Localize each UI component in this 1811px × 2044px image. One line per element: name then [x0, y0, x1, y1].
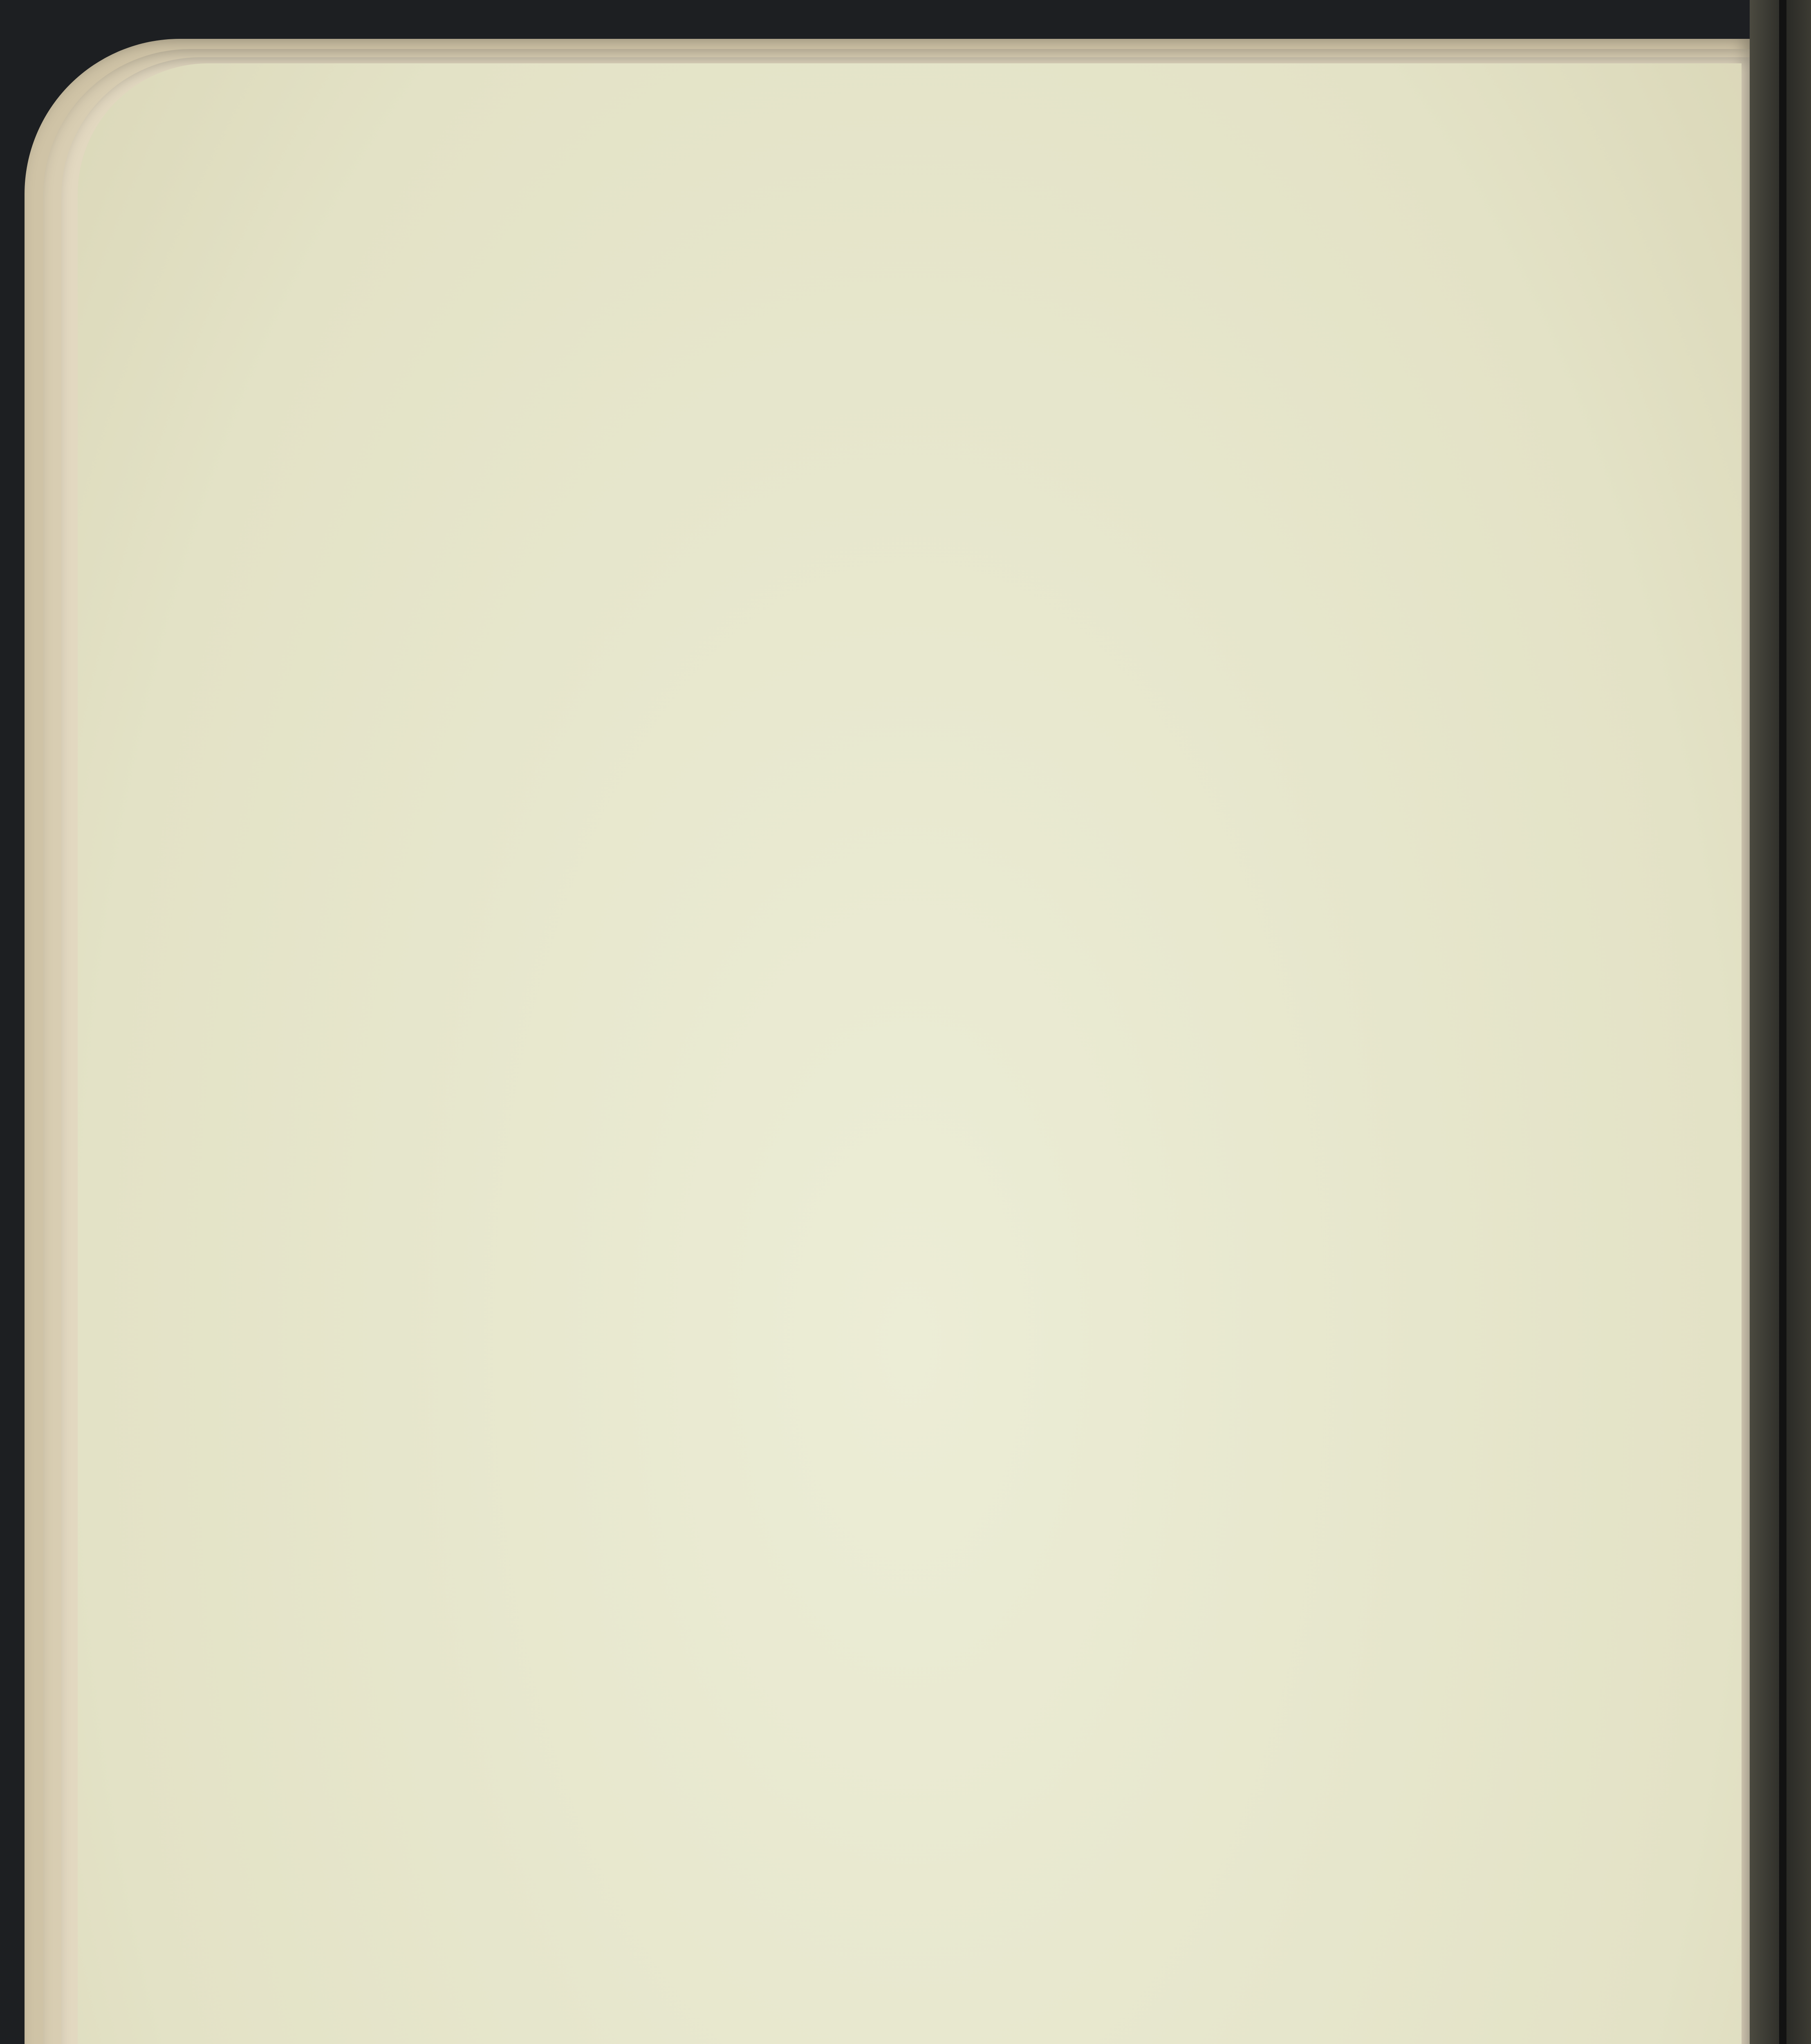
page-header	[225, 112, 1558, 182]
book-page	[78, 63, 1742, 2044]
gutter-shadow	[1779, 0, 1786, 2044]
